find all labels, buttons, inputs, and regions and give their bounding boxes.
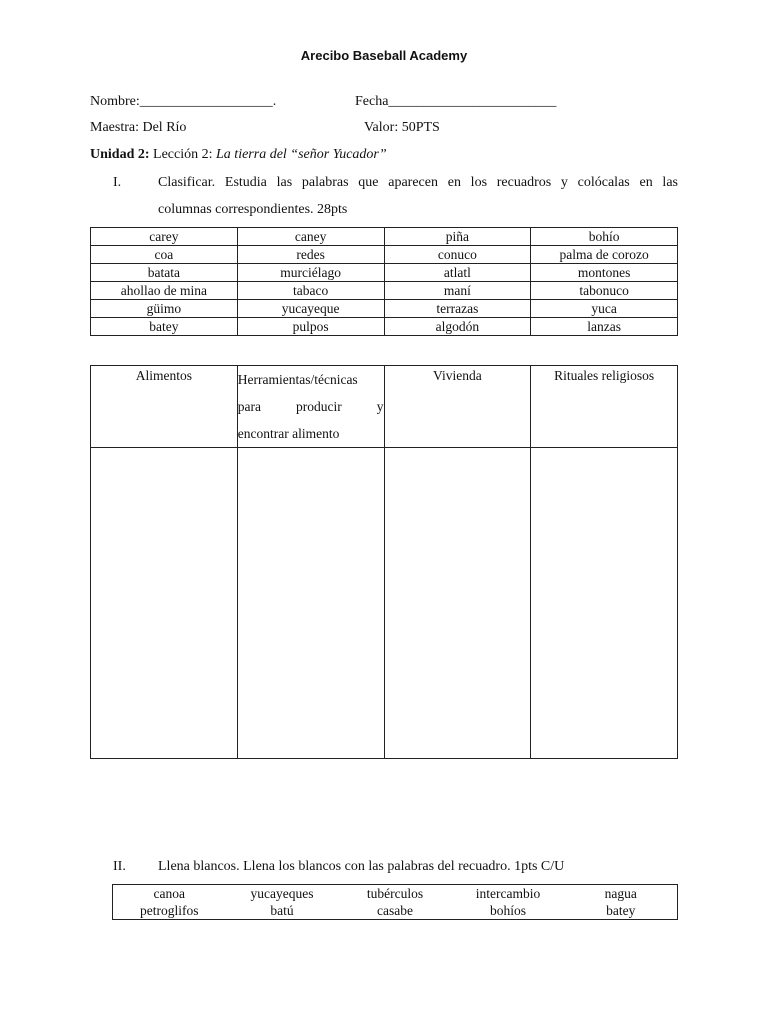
word-cell: redes: [237, 246, 384, 264]
lesson-label: Lección 2:: [153, 147, 213, 162]
section1-numeral: I.: [113, 175, 122, 190]
word-cell: ahollao de mina: [91, 282, 238, 300]
herramientas-line2: para producir y: [237, 399, 384, 414]
word-cell: yucayeque: [237, 300, 384, 318]
table-row: [113, 885, 678, 903]
herramientas-line3: encontrar alimento: [237, 426, 340, 441]
answer-cell-rituales[interactable]: [531, 448, 678, 759]
word-cell: petroglifos: [140, 903, 199, 918]
unit-heading: [90, 147, 387, 163]
word-cell: maní: [384, 282, 531, 300]
word-cell: tabaco: [237, 282, 384, 300]
lesson-title: La tierra del “señor Yucador”: [216, 147, 387, 162]
word-bank-table: [90, 227, 678, 336]
nombre-field: Nombre:___________________.: [90, 94, 277, 109]
table-row: [91, 228, 678, 246]
page-title: Arecibo Baseball Academy: [300, 48, 468, 63]
word-cell: yucayeques: [250, 886, 314, 901]
valor-label: Valor: 50PTS: [364, 120, 440, 135]
word-cell: bohío: [531, 228, 678, 246]
classification-answer-row: [91, 448, 678, 759]
table-row: [91, 246, 678, 264]
column-header-vivienda: Vivienda: [384, 366, 531, 448]
classification-table: [90, 365, 678, 759]
word-cell: intercambio: [475, 886, 541, 901]
word-cell: lanzas: [531, 318, 678, 336]
word-cell: terrazas: [384, 300, 531, 318]
table-row: [91, 300, 678, 318]
word-cell: tubérculos: [366, 886, 424, 901]
word-cell: yuca: [531, 300, 678, 318]
table-row: [113, 902, 678, 920]
word-cell: palma de corozo: [531, 246, 678, 264]
column-header-rituales: Rituales religiosos: [531, 366, 678, 448]
word-cell: batey: [91, 318, 238, 336]
word-cell: coa: [91, 246, 238, 264]
maestra-label: Maestra: Del Río: [90, 120, 187, 135]
word-cell: bohíos: [489, 903, 526, 918]
word-cell: güimo: [91, 300, 238, 318]
section2-word-bank: [112, 884, 678, 920]
word-cell: montones: [531, 264, 678, 282]
table-row: [91, 318, 678, 336]
unit-label: Unidad 2:: [90, 147, 150, 162]
section1-instruction-line1: Clasificar. Estudia las palabras que aparecen en los recuadros y colócalas en las: [158, 175, 678, 190]
section2-instruction: Llena blancos. Llena los blancos con las palabras del recuadro. 1pts C/U: [158, 859, 565, 874]
table-row: [91, 282, 678, 300]
section1-instruction-line2: columnas correspondientes. 28pts: [158, 202, 348, 217]
herramientas-line1: Herramientas/técnicas: [237, 372, 358, 387]
word-cell: tabonuco: [531, 282, 678, 300]
fecha-field: Fecha________________________: [355, 94, 557, 109]
word-cell: batata: [91, 264, 238, 282]
word-cell: nagua: [604, 886, 637, 901]
column-header-alimentos: Alimentos: [91, 366, 238, 448]
table-row: [91, 264, 678, 282]
column-header-herramientas: [237, 366, 384, 448]
word-cell: atlatl: [384, 264, 531, 282]
word-cell: carey: [91, 228, 238, 246]
word-cell: algodón: [384, 318, 531, 336]
word-cell: batey: [606, 903, 636, 918]
word-cell: piña: [384, 228, 531, 246]
word-cell: casabe: [377, 903, 413, 918]
answer-cell-vivienda[interactable]: [384, 448, 531, 759]
word-cell: conuco: [384, 246, 531, 264]
word-cell: pulpos: [237, 318, 384, 336]
classification-header-row: [91, 366, 678, 448]
section2-numeral: II.: [113, 859, 126, 874]
answer-cell-herramientas[interactable]: [237, 448, 384, 759]
answer-cell-alimentos[interactable]: [91, 448, 238, 759]
word-cell: batú: [270, 903, 294, 918]
word-cell: caney: [237, 228, 384, 246]
word-cell: murciélago: [237, 264, 384, 282]
word-cell: canoa: [153, 886, 185, 901]
